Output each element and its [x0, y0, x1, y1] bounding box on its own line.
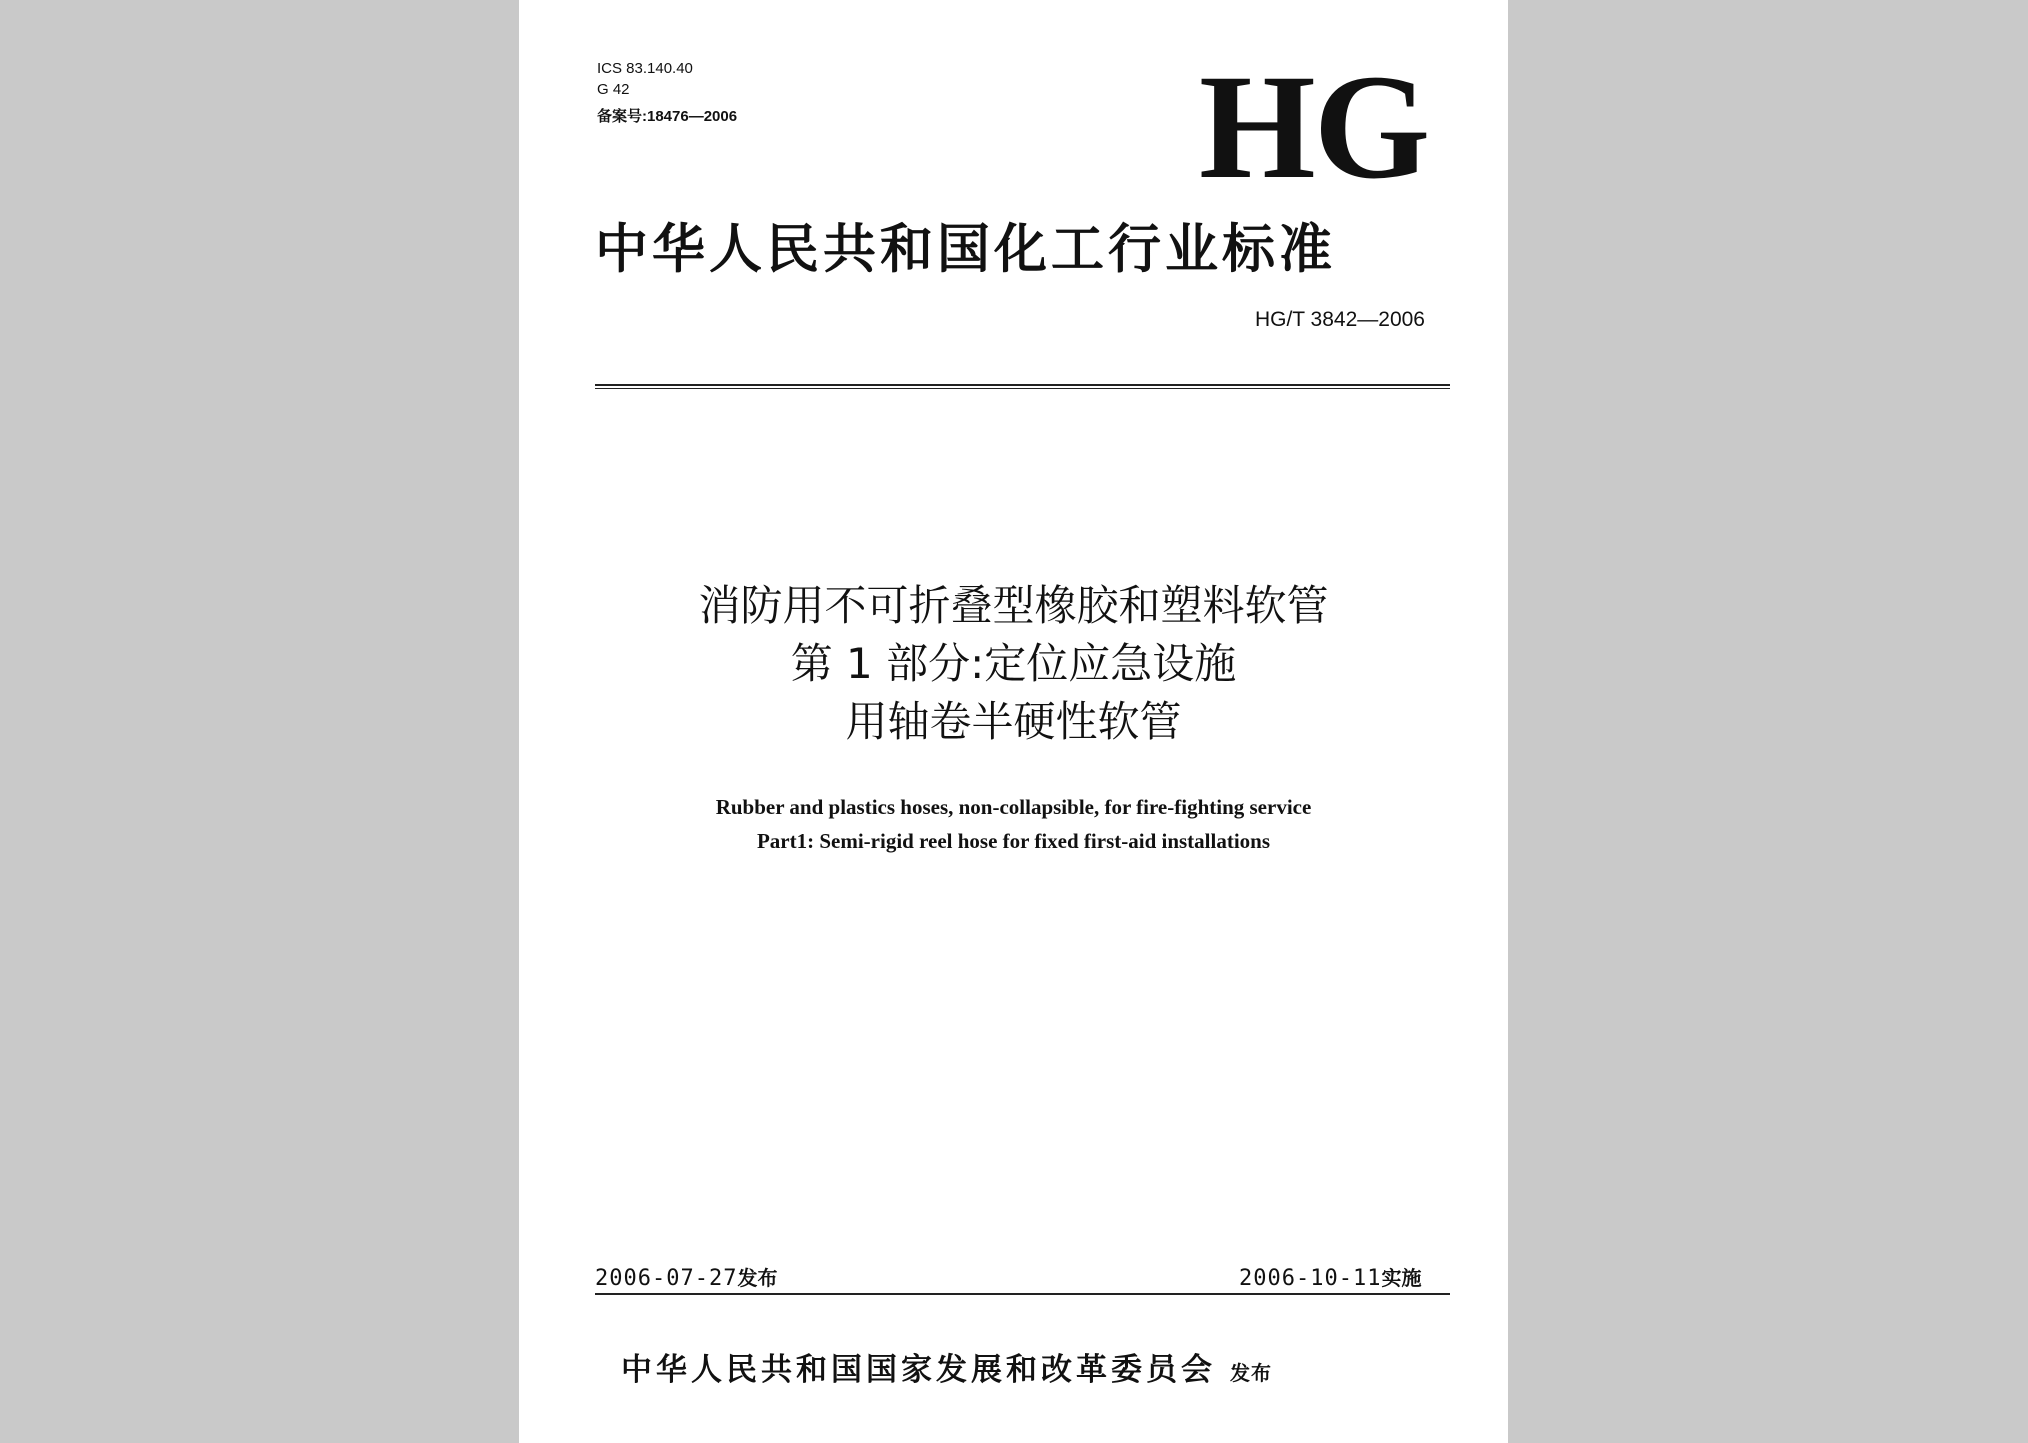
title-cn-line1: 消防用不可折叠型橡胶和塑料软管 — [698, 581, 1329, 630]
document-page — [519, 0, 1508, 1443]
issue-date-value: 2006-07-27 — [595, 1266, 738, 1291]
effective-label: 实施 — [1381, 1266, 1422, 1290]
title-en-line1: Rubber and plastics hoses, non-collapsible, for fire-fighting service — [715, 795, 1312, 819]
filing-number: 备案号:18476—2006 — [597, 108, 738, 125]
hg-logo: HG — [1199, 44, 1429, 210]
standard-number: HG/T 3842—2006 — [1254, 308, 1425, 331]
title-cn-line2: 第 1 部分:定位应急设施 — [790, 639, 1237, 688]
effective-date — [1239, 1262, 1421, 1291]
classification-code: G 42 — [597, 81, 630, 98]
publisher-label: 发布 — [1230, 1361, 1272, 1385]
publisher — [621, 1344, 1421, 1389]
title-cn-line3: 用轴卷半硬性软管 — [845, 697, 1182, 746]
issue-date — [595, 1262, 777, 1291]
effective-date-value: 2006-10-11 — [1239, 1266, 1382, 1291]
publisher-name: 中华人民共和国国家发展和改革委员会 — [621, 1352, 1216, 1388]
header-rule-top — [595, 384, 1450, 386]
title-en-line2: Part1: Semi-rigid reel hose for fixed first-aid installations — [756, 829, 1271, 853]
issue-label: 发布 — [737, 1266, 778, 1290]
footer-rule — [595, 1293, 1450, 1295]
standard-organization-title: 中华人民共和国化工行业标准 — [595, 219, 1336, 280]
header-rule-bottom — [595, 388, 1450, 389]
ics-code: ICS 83.140.40 — [597, 60, 693, 77]
